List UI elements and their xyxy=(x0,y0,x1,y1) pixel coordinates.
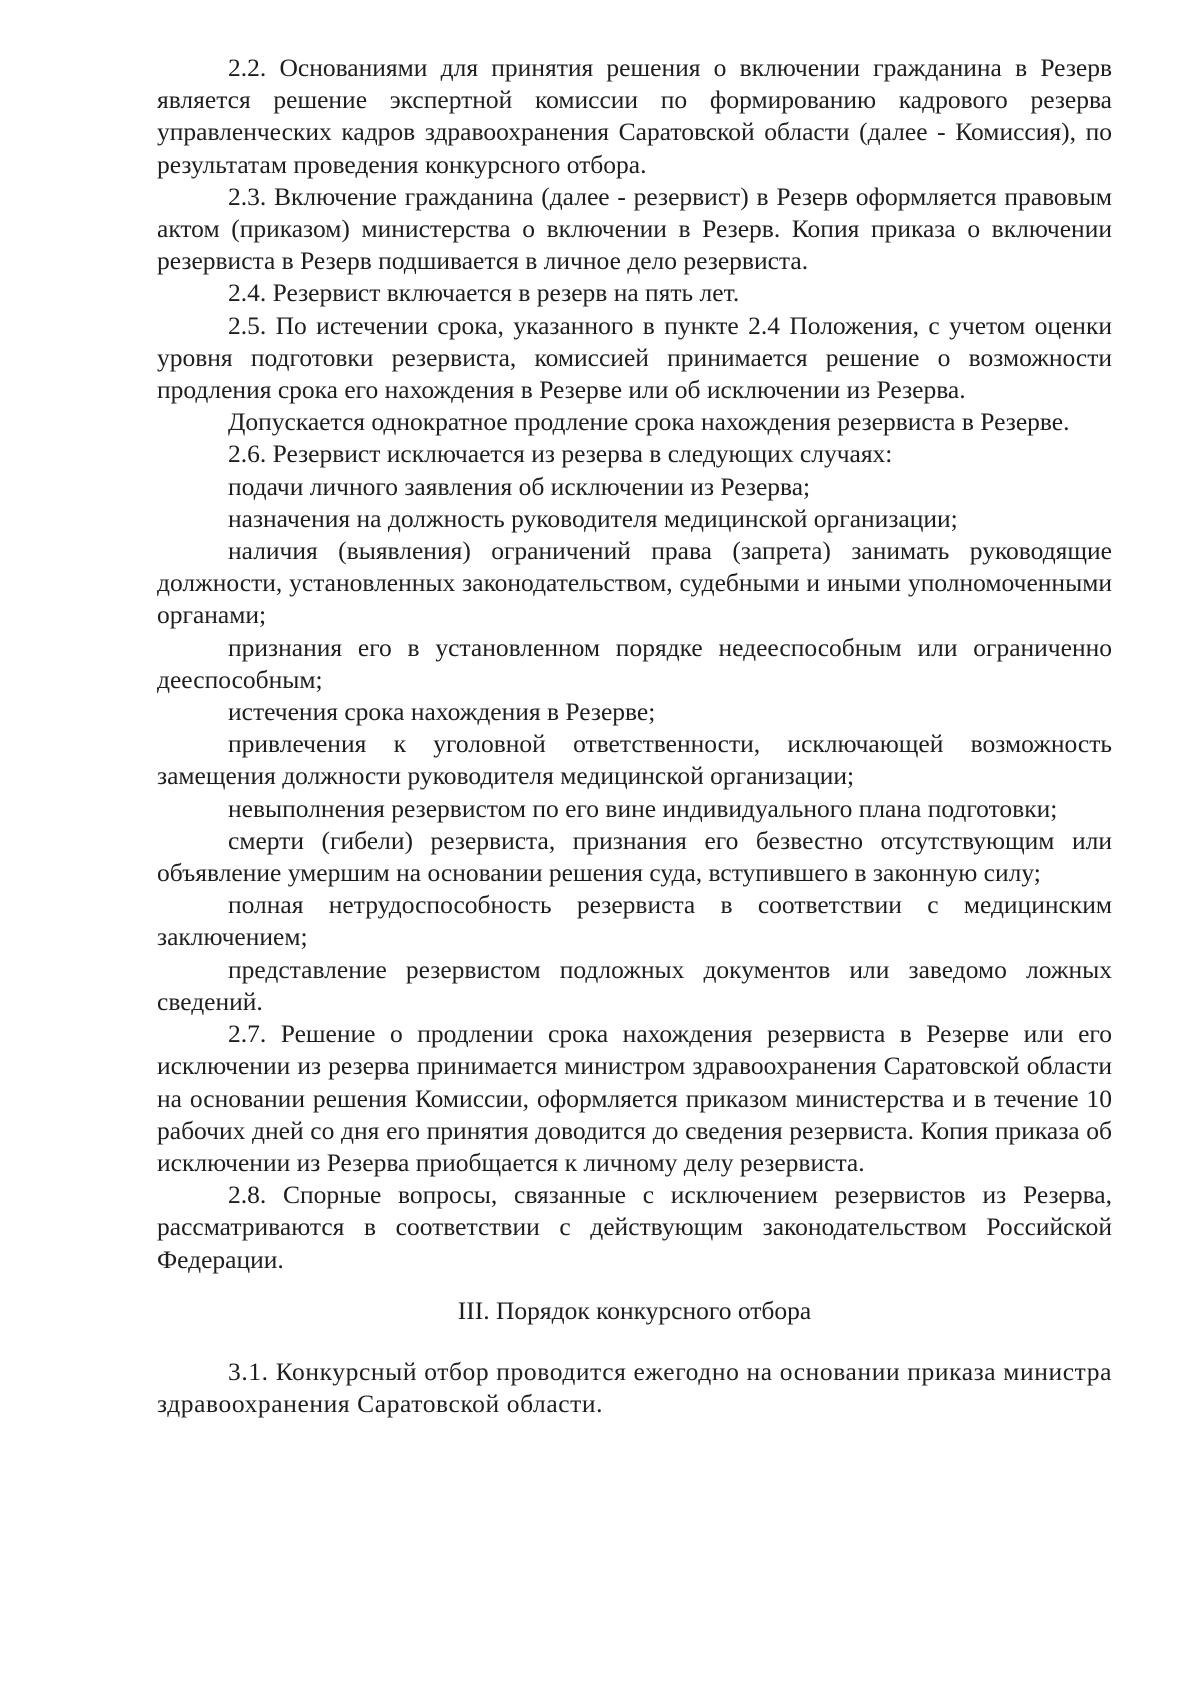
paragraph-3-1: 3.1. Конкурсный отбор проводится ежегодно на основании приказа министра здравоохранения Саратовской области. xyxy=(157,1356,1112,1419)
section-heading: III. Порядок конкурсного отбора xyxy=(457,1295,812,1325)
exclusion-case-item: подачи личного заявления об исключении из Резерва; xyxy=(228,471,811,501)
paragraph-2-4: 2.4. Резервист включается в резерв на пять лет. xyxy=(228,278,740,308)
paragraph-2-8: 2.8. Спорные вопросы, связанные с исключением резервистов из Резерва, рассматриваются в соответствии с действующим законодательством Российской Федерации. xyxy=(157,1180,1112,1274)
paragraph-2-3: 2.3. Включение гражданина (далее - резервист) в Резерв оформляется правовым актом (приказом) министерства о включении в Резерв. Копия приказа о включении резервиста в Резерв подшивается в личное дело резервиста. xyxy=(157,181,1112,276)
exclusion-case-item: истечения срока нахождения в Резерве; xyxy=(228,697,656,727)
paragraph-2-5: 2.5. По истечении срока, указанного в пункте 2.4 Положения, с учетом оценки уровня подготовки резервиста, комиссией принимается решение о возможности продления срока его нахождения в Резерве или об исключении из Резерва. xyxy=(157,310,1112,405)
exclusion-case-item: признания его в установленном порядке недееспособным или ограниченно дееспособным; xyxy=(157,632,1112,694)
paragraph-2-6: 2.6. Резервист исключается из резерва в следующих случаях: xyxy=(228,439,893,469)
exclusion-case-item: полная нетрудоспособность резервиста в соответствии с медицинским заключением; xyxy=(157,890,1112,952)
document-body xyxy=(157,52,1112,1420)
exclusion-case-item: назначения на должность руководителя медицинской организации; xyxy=(228,503,958,533)
exclusion-case-item: смерти (гибели) резервиста, признания его безвестно отсутствующим или объявление умершим на основании решения суда, вступившего в законную силу; xyxy=(157,825,1112,888)
exclusion-case-item: представление резервистом подложных документов или заведомо ложных сведений. xyxy=(157,954,1112,1016)
paragraph-2-2: 2.2. Основаниями для принятия решения о включении гражданина в Резерв является решение экспертной комиссии по формированию кадрового резерва управленческих кадров здравоохранения Саратовской области (далее - Комиссия), по результатам проведения конкурсного отбора. xyxy=(157,53,1112,179)
paragraph-extension-note: Допускается однократное продление срока нахождения резервиста в Резерве. xyxy=(228,407,1070,437)
exclusion-case-item: невыполнения резервистом по его вине индивидуального плана подготовки; xyxy=(228,793,1058,823)
exclusion-case-item: наличия (выявления) ограничений права (запрета) занимать руководящие должности, установленных законодательством, судебными и иными уполномоченными органами; xyxy=(157,536,1112,630)
paragraph-2-7: 2.7. Решение о продлении срока нахождения резервиста в Резерве или его исключении из резерва принимается министром здравоохранения Саратовской области на основании решения Комиссии, оформляется приказом министерства и в течение 10 рабочих дней со дня его принятия доводится до сведения резервиста. Копия приказа об исключении из Резерва приобщается к личному делу резервиста. xyxy=(157,1019,1112,1177)
exclusion-case-item: привлечения к уголовной ответственности, исключающей возможность замещения должности руководителя медицинской организации; xyxy=(157,729,1112,791)
